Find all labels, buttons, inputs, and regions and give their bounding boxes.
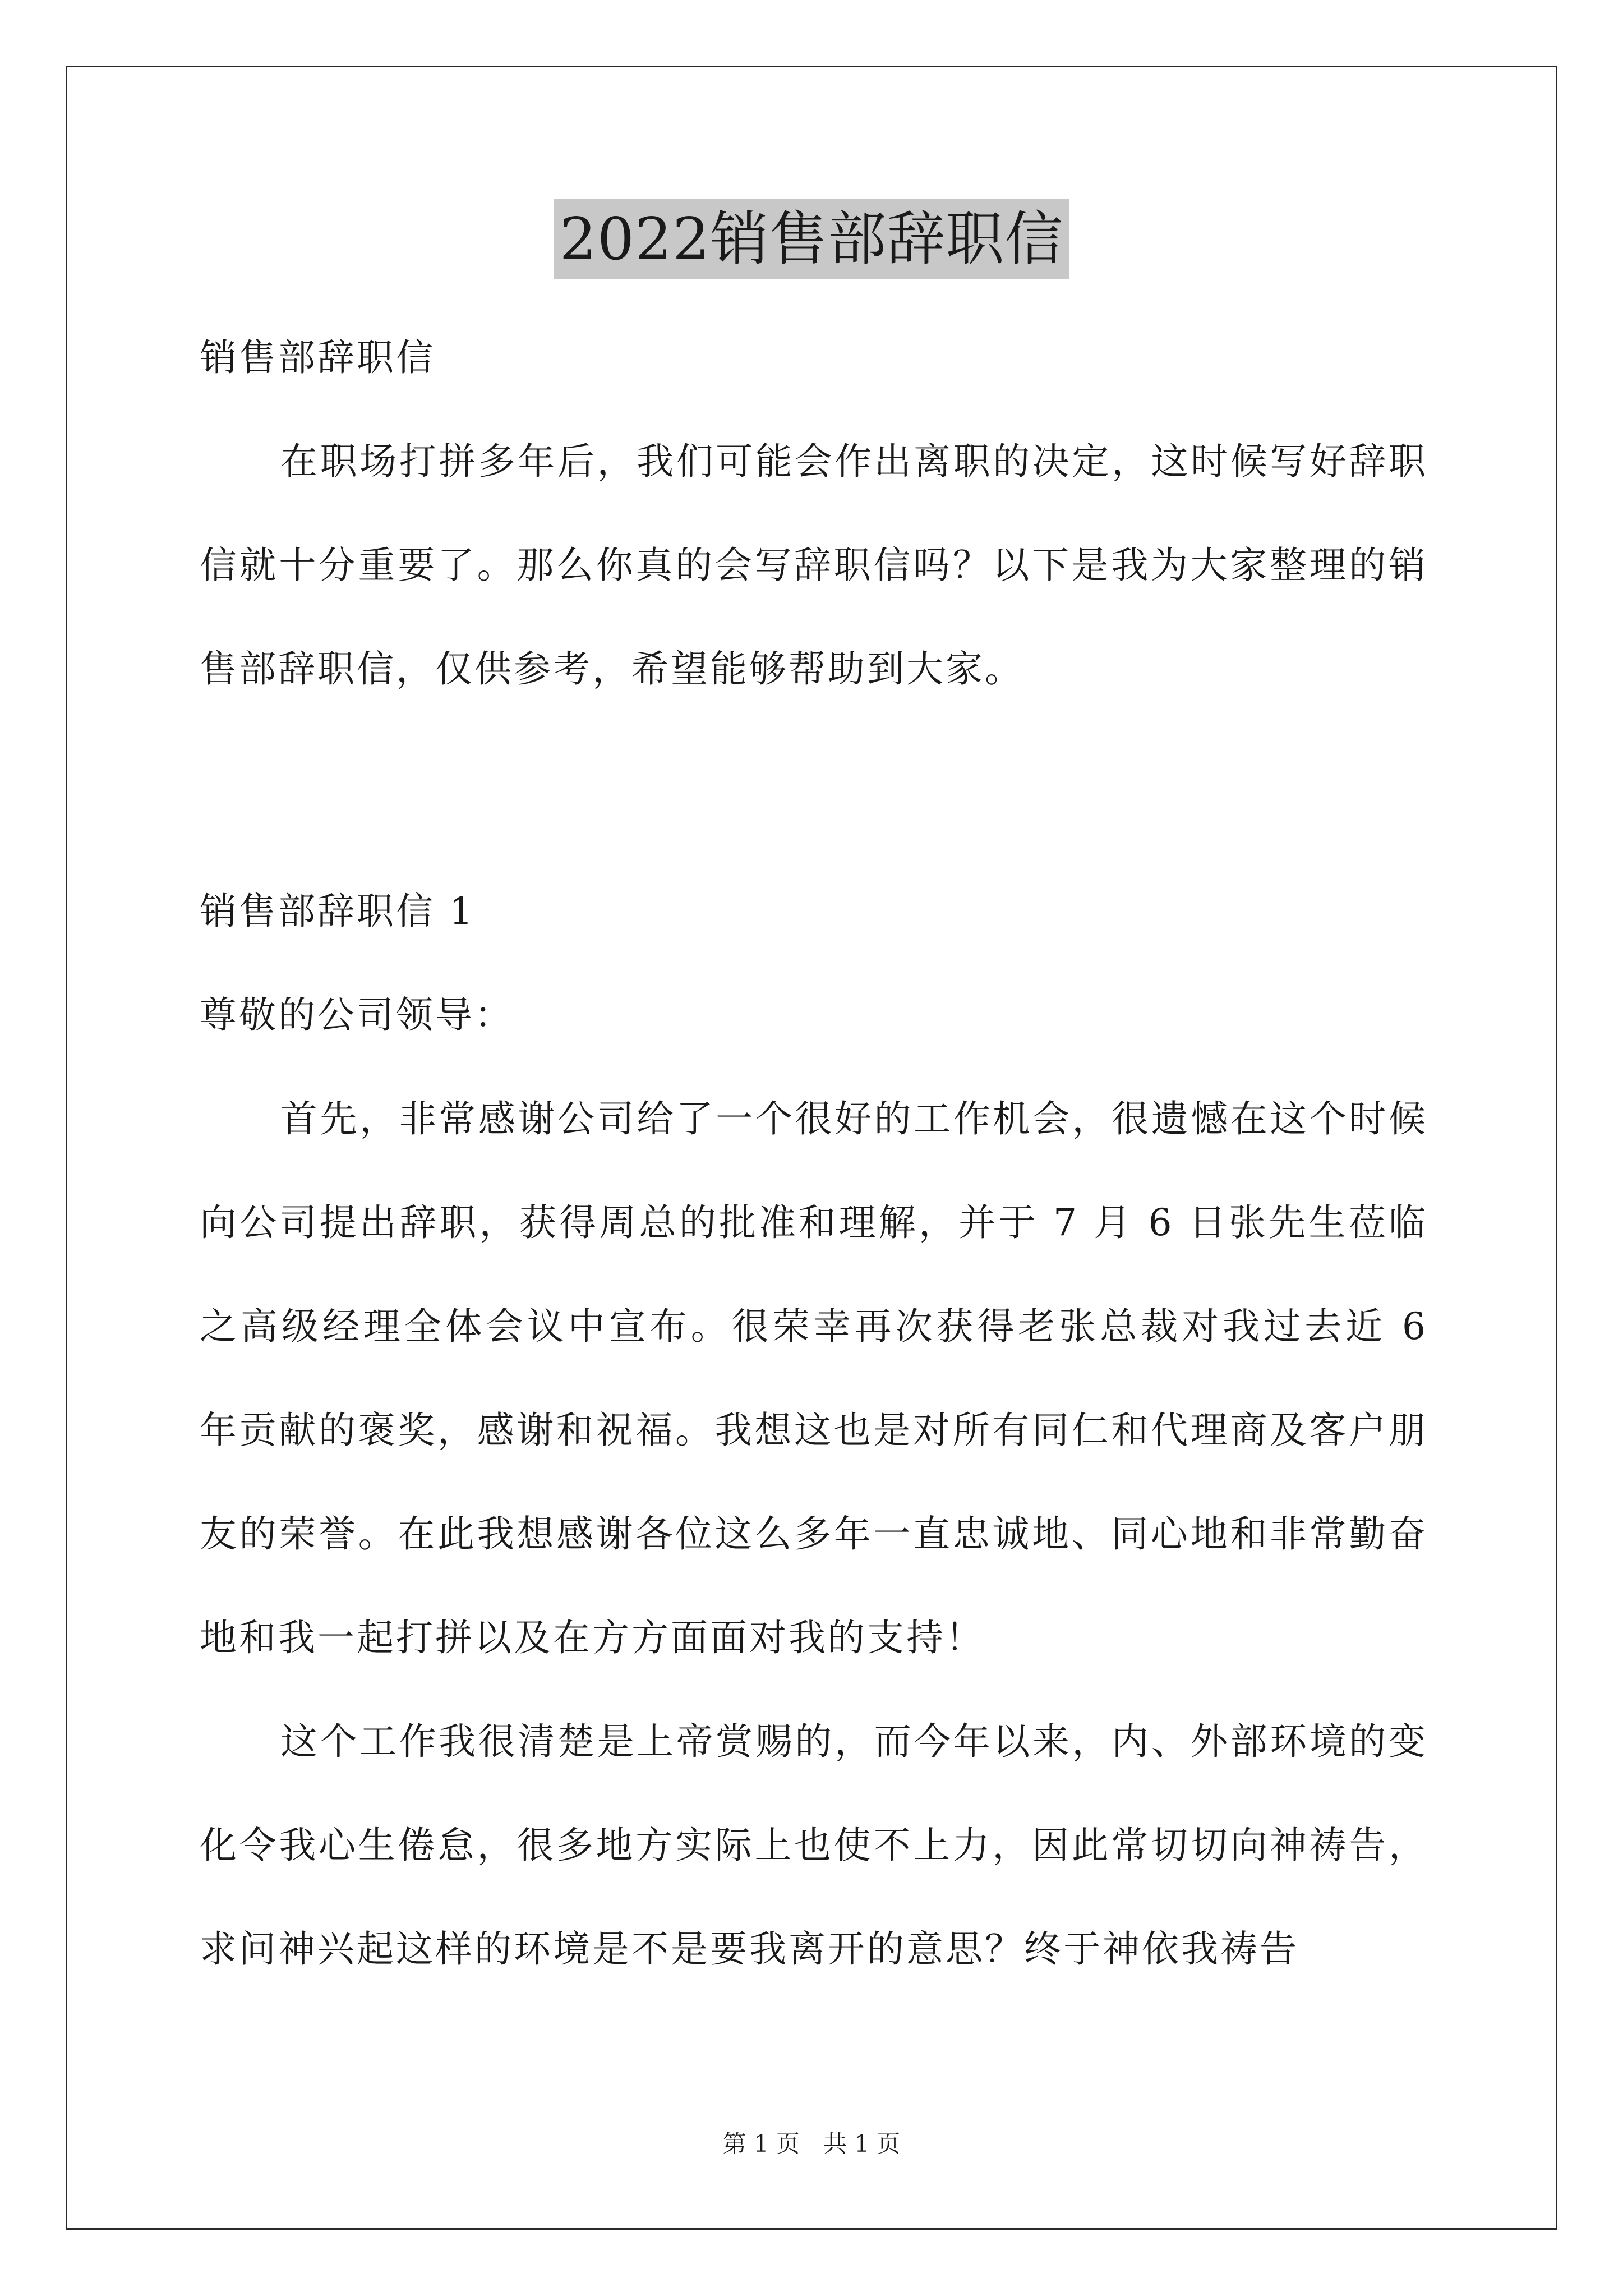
- intro-paragraph: 在职场打拼多年后，我们可能会作出离职的决定，这时候写好辞职信就十分重要了。那么你真的会写辞职信吗？以下是我为大家整理的销售部辞职信，仅供参考，希望能够帮助到大家。: [200, 440, 1428, 691]
- salutation: 尊敬的公司领导：: [200, 993, 514, 1037]
- page-footer: 第 1 页 共 1 页: [722, 2130, 901, 2157]
- document-title: 2022销售部辞职信: [554, 199, 1069, 279]
- title-container: [0, 199, 1623, 279]
- letter-paragraph-2: 这个工作我很清楚是上帝赏赐的，而今年以来，内、外部环境的变化令我心生倦怠，很多地方实际上也使不上力，因此常切切向神祷告，求问神兴起这样的环境是不是要我离开的意思？终于神依我祷告: [200, 1720, 1428, 1971]
- subtitle: 销售部辞职信: [200, 336, 435, 379]
- section-heading: 销售部辞职信 1: [200, 890, 475, 933]
- document-body: [200, 306, 1428, 721]
- letter-paragraph-1: 首先，非常感谢公司给了一个很好的工作机会，很遗憾在这个时候向公司提出辞职，获得周总的批准和理解，并于 7 月 6 日张先生莅临之高级经理全体会议中宣布。很荣幸再次获得老张总裁对我过去近 6 年贡献的褒奖，感谢和祝福。我想这也是对所有同仁和代理商及客户朋友的荣誉。在此我想感谢各位这么多年一直忠诚地、同心地和非常勤奋地和我一起打拼以及在方方面面对我的支持！: [200, 1097, 1428, 1659]
- letter-body: [200, 859, 1428, 2001]
